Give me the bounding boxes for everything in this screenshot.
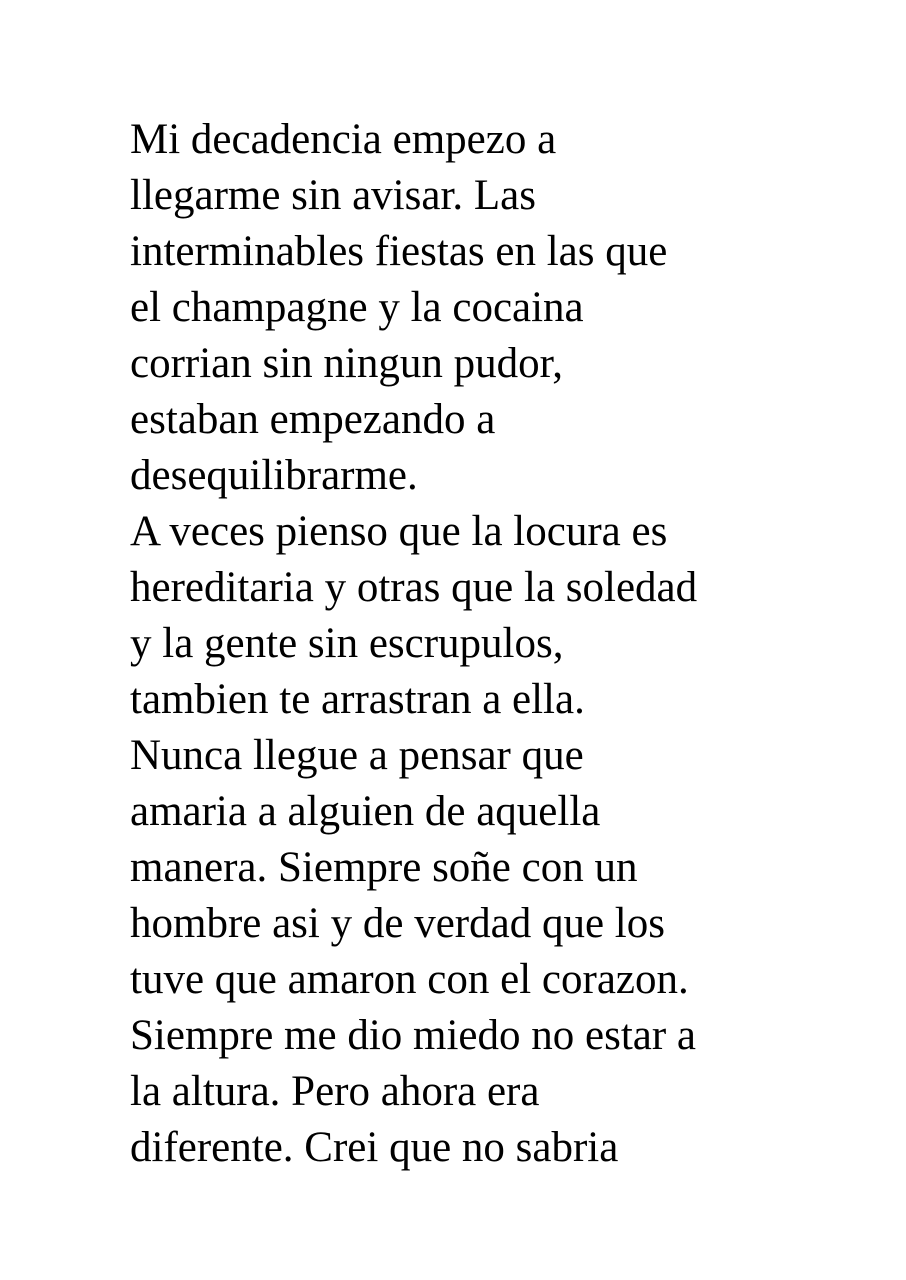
text-line: manera. Siempre soñe con un bbox=[130, 844, 638, 891]
text-line: interminables fiestas en las que bbox=[130, 228, 668, 275]
text-line: diferente. Crei que no sabria bbox=[130, 1124, 619, 1171]
text-line: hereditaria y otras que la soledad bbox=[130, 564, 698, 611]
text-line: la altura. Pero ahora era bbox=[130, 1068, 540, 1115]
text-line: corrian sin ningun pudor, bbox=[130, 340, 563, 387]
text-line: tambien te arrastran a ella. bbox=[130, 676, 585, 723]
text-line: A veces pienso que la locura es bbox=[130, 508, 668, 555]
text-line: y la gente sin escrupulos, bbox=[130, 620, 564, 667]
text-line: Siempre me dio miedo no estar a bbox=[130, 1012, 697, 1059]
document-page bbox=[130, 112, 850, 1176]
text-line: tuve que amaron con el corazon. bbox=[130, 956, 689, 1003]
text-line: estaban empezando a bbox=[130, 396, 496, 443]
text-line: hombre asi y de verdad que los bbox=[130, 900, 665, 947]
text-line: Mi decadencia empezo a bbox=[130, 116, 557, 163]
text-line: Nunca llegue a pensar que bbox=[130, 732, 584, 779]
text-line: el champagne y la cocaina bbox=[130, 284, 584, 331]
text-line: llegarme sin avisar. Las bbox=[130, 172, 536, 219]
text-line: amaria a alguien de aquella bbox=[130, 788, 601, 835]
text-line: desequilibrarme. bbox=[130, 452, 418, 499]
